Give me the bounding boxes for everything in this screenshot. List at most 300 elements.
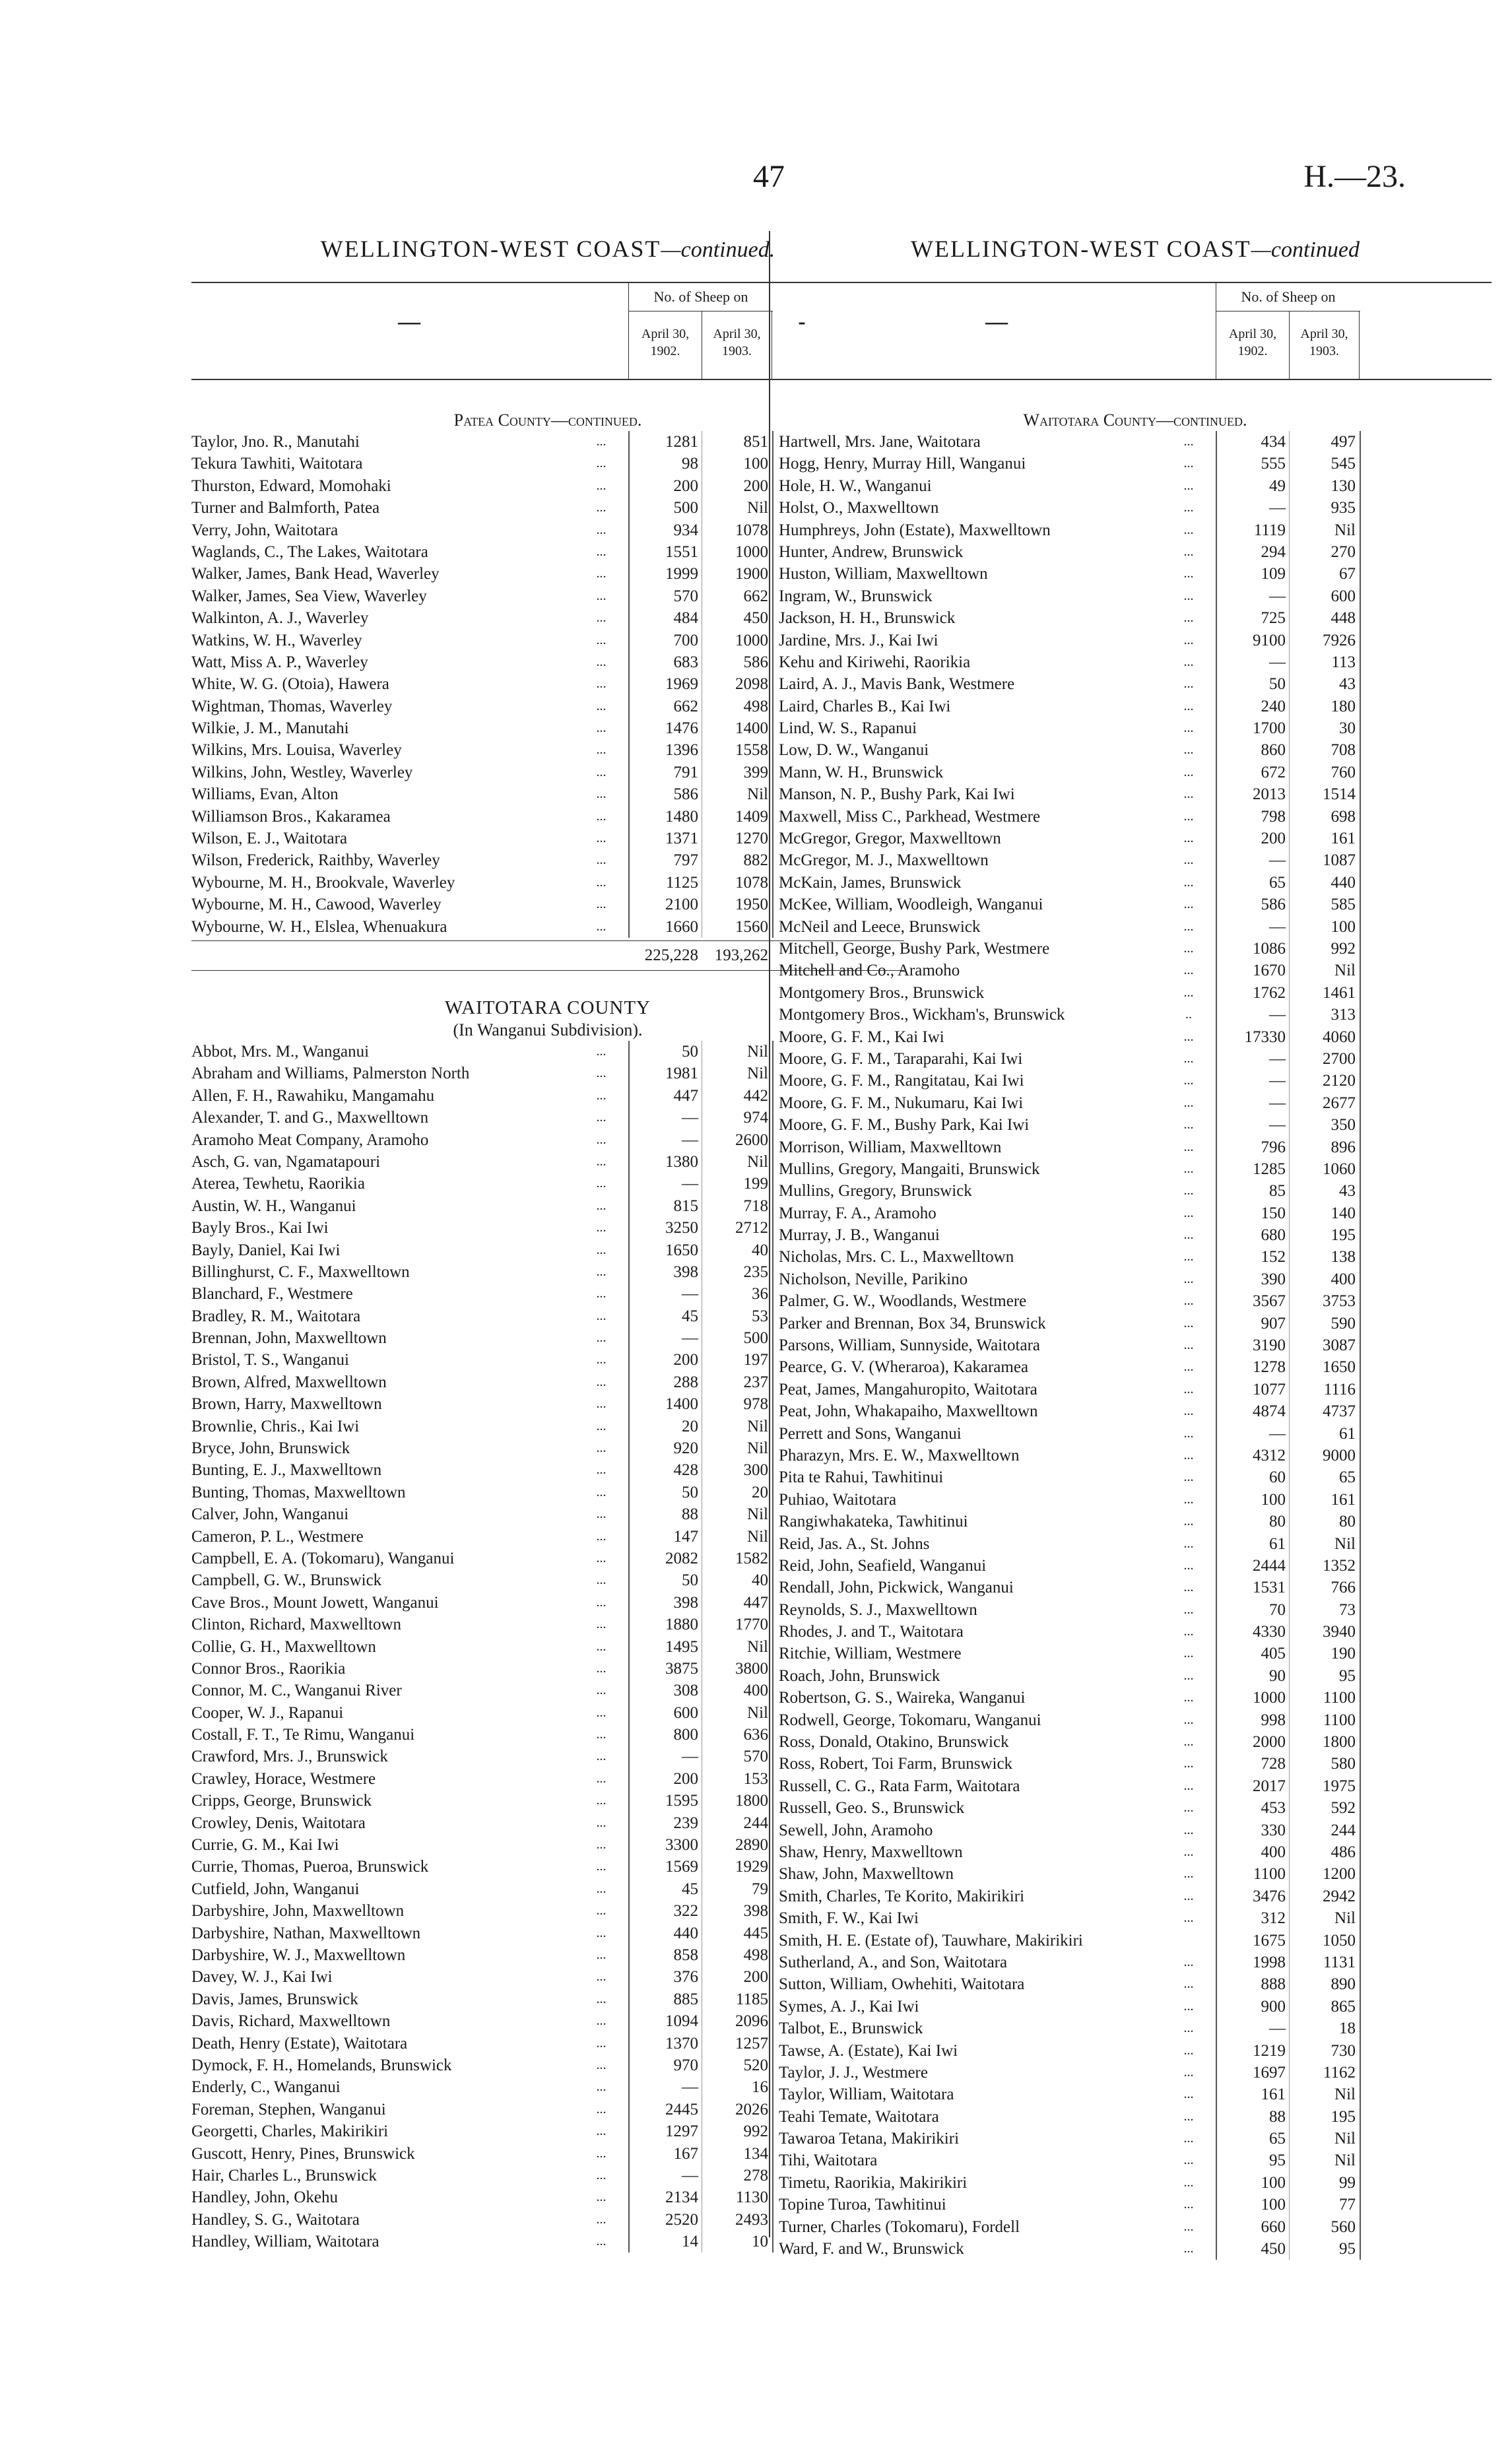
column-rule — [1360, 828, 1361, 849]
column-rule — [628, 1526, 630, 1548]
owner-leader: ... — [1183, 1800, 1194, 1816]
owner-name: Smith, Charles, Te Korito, Makirikiri — [779, 1887, 1025, 1905]
owner-sheep-1902: 1880 — [665, 1616, 698, 1634]
column-rule — [1216, 1687, 1217, 1709]
owner-leader: ... — [596, 456, 607, 471]
table-row — [779, 1511, 1492, 1532]
owner-sheep-1903: 1162 — [1323, 2063, 1356, 2082]
owner-leader: ... — [1183, 500, 1194, 515]
owner-sheep-1903: 16 — [752, 2078, 768, 2097]
column-rule — [628, 1503, 630, 1525]
owner-sheep-1902: 858 — [673, 1946, 698, 1964]
owner-leader: ... — [596, 787, 607, 802]
table-row — [779, 541, 1492, 563]
owner-name: Aramoho Meat Company, Aramoho — [191, 1131, 429, 1149]
owner-sheep-1902: 888 — [1261, 1975, 1286, 1994]
column-rule — [628, 1305, 630, 1327]
column-rule — [1216, 1643, 1217, 1664]
owner-sheep-1903: 1270 — [735, 830, 768, 848]
column-rule — [1360, 1886, 1361, 1907]
column-rule — [628, 673, 630, 695]
column-rule — [1360, 872, 1361, 894]
owner-sheep-1902: 1551 — [665, 542, 698, 561]
column-rule — [1360, 2172, 1361, 2194]
column-rule — [1289, 585, 1290, 607]
column-rule — [772, 607, 773, 629]
owner-leader: ... — [596, 522, 607, 537]
owner-name: Darbyshire, John, Maxwelltown — [191, 1902, 405, 1921]
owner-sheep-1902: 88 — [1269, 2107, 1286, 2126]
column-rule — [772, 1944, 773, 1966]
owner-leader: ... — [1183, 1095, 1194, 1110]
owner-sheep-1903: 590 — [1331, 1314, 1356, 1332]
owner-name: Mullins, Gregory, Mangaiti, Brunswick — [779, 1160, 1040, 1178]
table-row — [779, 1797, 1492, 1819]
table-row — [779, 872, 1492, 894]
column-rule — [1216, 2062, 1217, 2084]
owner-name: Montgomery Bros., Wickham's, Brunswick — [779, 1006, 1065, 1024]
column-rule — [1216, 1379, 1217, 1400]
owner-sheep-1902: 484 — [673, 609, 698, 628]
column-rule — [1216, 651, 1217, 673]
column-rule — [772, 2209, 773, 2231]
column-rule — [1216, 2128, 1217, 2150]
owner-sheep-1903: 1558 — [735, 741, 768, 760]
column-rule — [1289, 739, 1290, 761]
owner-name: Ward, F. and W., Brunswick — [779, 2240, 964, 2258]
owner-sheep-1903: 180 — [1331, 697, 1356, 715]
owner-name: Wybourne, W. H., Elslea, Whenuakura — [191, 917, 447, 936]
column-rule — [1360, 1973, 1361, 1995]
owner-name: Bunting, E. J., Maxwelltown — [191, 1461, 382, 1480]
owner-leader: ... — [596, 632, 607, 647]
owner-sheep-1903: 560 — [1331, 2217, 1356, 2236]
right-header-dash1: - — [798, 310, 806, 334]
column-rule — [1289, 762, 1290, 783]
owner-leader: ... — [1183, 1315, 1194, 1330]
table-row — [779, 1466, 1492, 1488]
column-rule — [772, 696, 773, 717]
owner-leader: ... — [596, 1462, 607, 1478]
column-rule — [1360, 1797, 1361, 1819]
owner-sheep-1903: 2120 — [1323, 1072, 1356, 1090]
column-rule — [1216, 2172, 1217, 2194]
owner-sheep-1903: 580 — [1331, 1755, 1356, 1773]
owner-sheep-1903: 851 — [743, 433, 768, 451]
column-rule — [1360, 1555, 1361, 1577]
column-rule — [1216, 1334, 1217, 1356]
owner-sheep-1903: 80 — [1339, 1513, 1356, 1531]
column-rule — [1216, 1313, 1217, 1334]
column-rule — [1216, 2018, 1217, 2039]
column-rule — [772, 1569, 773, 1591]
owner-sheep-1903: 4060 — [1323, 1028, 1356, 1046]
owner-sheep-1903: 3087 — [1323, 1336, 1356, 1355]
owner-sheep-1903: 400 — [1331, 1270, 1356, 1288]
column-rule — [772, 1151, 773, 1173]
owner-sheep-1903: 65 — [1339, 1468, 1356, 1487]
left-total-1903: 193,262 — [714, 946, 768, 964]
column-rule — [772, 828, 773, 849]
owner-name: Costall, F. T., Te Rimu, Wanganui — [191, 1726, 415, 1744]
owner-sheep-1903: 2098 — [735, 675, 768, 694]
owner-name: Smith, H. E. (Estate of), Tauwhare, Makirikiri — [779, 1931, 1083, 1950]
owner-name: Wybourne, M. H., Cawood, Waverley — [191, 896, 442, 914]
column-rule — [772, 1900, 773, 1922]
table-row — [779, 630, 1492, 651]
column-rule — [1360, 1731, 1361, 1753]
column-rule — [1360, 2194, 1361, 2216]
owner-name: Crawford, Mrs. J., Brunswick — [191, 1748, 388, 1766]
owner-sheep-1902: 1480 — [665, 807, 698, 826]
column-rule — [772, 2076, 773, 2098]
owner-sheep-1903: 61 — [1339, 1424, 1356, 1443]
owner-leader: ... — [596, 2057, 607, 2072]
owner-sheep-1902: 65 — [1269, 873, 1286, 892]
owner-sheep-1903: 1582 — [735, 1549, 768, 1567]
column-rule — [628, 1173, 630, 1195]
owner-leader: ... — [1183, 1381, 1194, 1396]
left-total-1902: 225,228 — [644, 946, 698, 964]
owner-sheep-1902: 109 — [1261, 565, 1286, 583]
column-rule — [772, 2143, 773, 2165]
owner-name: Billinghurst, C. F., Maxwelltown — [191, 1263, 410, 1281]
column-rule — [1289, 1423, 1290, 1445]
table-row — [779, 696, 1492, 717]
column-rule — [1360, 806, 1361, 828]
column-rule — [772, 519, 773, 541]
column-rule — [772, 1790, 773, 1812]
owner-sheep-1903: 237 — [743, 1373, 768, 1391]
column-rule — [1360, 1070, 1361, 1092]
owner-leader: ... — [1183, 654, 1194, 669]
owner-sheep-1902: 3300 — [665, 1836, 698, 1855]
column-rule — [1216, 1004, 1217, 1026]
owner-leader: ... — [1183, 1911, 1194, 1926]
column-rule — [1216, 2106, 1217, 2128]
owner-sheep-1903: 520 — [743, 2056, 768, 2074]
owner-leader: ... — [596, 1573, 607, 1588]
column-rule — [772, 453, 773, 475]
column-rule — [628, 2120, 630, 2142]
owner-sheep-1903: 399 — [743, 763, 768, 781]
owner-sheep-1902: 239 — [673, 1814, 698, 1832]
column-rule — [1360, 1334, 1361, 1356]
owner-leader: ... — [596, 2124, 607, 2139]
owner-sheep-1902: — — [1269, 2020, 1286, 2038]
owner-name: Austin, W. H., Wanganui — [191, 1197, 356, 1215]
owner-leader: ... — [1183, 1514, 1194, 1529]
owner-name: Hartwell, Mrs. Jane, Waitotara — [779, 433, 981, 451]
owner-sheep-1903: Nil — [747, 1065, 768, 1083]
column-rule — [1216, 1445, 1217, 1466]
column-rule — [1216, 1797, 1217, 1819]
column-rule — [1216, 1466, 1217, 1488]
owner-sheep-1902: 3875 — [665, 1659, 698, 1678]
column-rule — [1216, 1533, 1217, 1555]
table-row — [779, 1114, 1492, 1136]
owner-name: Cutfield, John, Wanganui — [191, 1880, 360, 1898]
owner-sheep-1903: Nil — [747, 1042, 768, 1061]
owner-sheep-1902: 1569 — [665, 1858, 698, 1876]
owner-sheep-1902: 428 — [673, 1461, 698, 1480]
owner-name: Puhiao, Waitotara — [779, 1490, 897, 1509]
owner-sheep-1902: 1285 — [1253, 1160, 1286, 1178]
owner-sheep-1903: 448 — [1331, 609, 1356, 628]
column-rule — [1289, 1599, 1290, 1621]
owner-name: Pearce, G. V. (Wheraroa), Kakaramea — [779, 1358, 1029, 1377]
column-rule — [1360, 1445, 1361, 1466]
owner-sheep-1902: — — [1269, 1006, 1286, 1024]
owner-leader: ... — [596, 566, 607, 581]
owner-sheep-1902: 398 — [673, 1593, 698, 1612]
column-rule — [1289, 1952, 1290, 1973]
owner-sheep-1903: 300 — [743, 1461, 768, 1480]
owner-leader: ... — [1183, 874, 1194, 890]
column-rule — [628, 1680, 630, 1701]
column-rule — [1289, 1753, 1290, 1775]
owner-leader: ... — [1183, 2043, 1194, 2058]
owner-sheep-1902: — — [1269, 587, 1286, 605]
column-rule — [1360, 1246, 1361, 1268]
owner-leader: ... — [1183, 1447, 1194, 1462]
owner-leader: ... — [1183, 1139, 1194, 1154]
column-rule — [1360, 1753, 1361, 1775]
column-rule — [628, 1790, 630, 1812]
column-rule — [1289, 960, 1290, 981]
column-rule — [1360, 916, 1361, 938]
owner-leader: ... — [596, 588, 607, 603]
column-rule — [628, 1856, 630, 1878]
column-rule — [1360, 1224, 1361, 1246]
owner-sheep-1903: 134 — [743, 2144, 768, 2163]
table-row — [779, 2018, 1492, 2039]
owner-leader: ... — [596, 1969, 607, 1985]
column-rule — [628, 2076, 630, 2098]
column-rule — [1216, 1820, 1217, 1841]
table-row — [779, 475, 1492, 497]
owner-leader: ... — [1183, 1470, 1194, 1485]
owner-leader: ... — [1183, 1117, 1194, 1133]
column-rule — [1216, 563, 1217, 585]
owner-name: Walker, James, Bank Head, Waverley — [191, 565, 440, 583]
owner-name: Pharazyn, Mrs. E. W., Maxwelltown — [779, 1446, 1020, 1464]
column-rule — [1216, 431, 1217, 453]
owner-leader: ... — [596, 1507, 607, 1522]
column-rule — [1360, 1356, 1361, 1378]
table-row — [779, 1313, 1492, 1334]
column-rule — [1216, 1841, 1217, 1863]
table-row — [779, 2150, 1492, 2171]
column-rule — [1360, 651, 1361, 673]
owner-sheep-1902: 1981 — [665, 1065, 698, 1083]
owner-leader: ... — [596, 2101, 607, 2117]
column-rule — [772, 651, 773, 673]
column-rule — [1216, 894, 1217, 915]
owner-sheep-1903: 270 — [1331, 542, 1356, 561]
column-rule — [1360, 1092, 1361, 1114]
owner-sheep-1903: 2712 — [735, 1219, 768, 1237]
owner-name: Abbot, Mrs. M., Wanganui — [191, 1042, 370, 1061]
owner-sheep-1903: 450 — [743, 609, 768, 628]
owner-sheep-1902: 500 — [673, 499, 698, 517]
owner-name: Handley, S. G., Waitotara — [191, 2210, 360, 2229]
column-rule — [628, 739, 630, 761]
table-row — [779, 1863, 1492, 1885]
owner-sheep-1902: 400 — [1261, 1843, 1286, 1861]
column-rule — [628, 1834, 630, 1856]
owner-sheep-1902: 2082 — [665, 1549, 698, 1567]
owner-name: Rhodes, J. and T., Waitotara — [779, 1623, 964, 1641]
right-table-header — [779, 282, 1492, 380]
table-row — [779, 1996, 1492, 2018]
column-rule — [1216, 828, 1217, 849]
owner-sheep-1902: 434 — [1261, 433, 1286, 451]
column-rule — [772, 894, 773, 915]
owner-name: Ross, Robert, Toi Farm, Brunswick — [779, 1755, 1013, 1773]
column-rule — [628, 2231, 630, 2252]
owner-name: Mann, W. H., Brunswick — [779, 763, 944, 781]
column-rule — [1216, 1048, 1217, 1070]
owner-leader: ... — [596, 2014, 607, 2029]
column-rule — [1216, 585, 1217, 607]
owner-name: Currie, G. M., Kai Iwi — [191, 1836, 339, 1855]
owner-sheep-1903: Nil — [1334, 521, 1356, 539]
column-rule — [1289, 1136, 1290, 1158]
owner-sheep-1902: 152 — [1261, 1248, 1286, 1266]
owner-name: Hogg, Henry, Murray Hill, Wanganui — [779, 455, 1026, 473]
column-rule — [1360, 1599, 1361, 1621]
owner-name: Blanchard, F., Westmere — [191, 1285, 353, 1303]
owner-sheep-1903: 1514 — [1323, 785, 1356, 804]
column-rule — [1216, 1511, 1217, 1532]
right-column-title — [779, 231, 1492, 267]
column-rule — [772, 1812, 773, 1834]
table-row — [779, 1136, 1492, 1158]
column-rule — [1289, 1841, 1290, 1863]
column-rule — [628, 1768, 630, 1790]
owner-leader: ... — [596, 1242, 607, 1257]
owner-name: Wilkins, Mrs. Louisa, Waverley — [191, 741, 402, 760]
table-row — [779, 1577, 1492, 1598]
owner-name: Connor, M. C., Wanganui River — [191, 1682, 402, 1700]
owner-leader: ... — [596, 1528, 607, 1544]
table-row — [779, 1599, 1492, 1621]
column-rule — [1289, 651, 1290, 673]
owner-sheep-1903: 1131 — [1323, 1953, 1356, 1971]
column-rule — [1289, 563, 1290, 585]
owner-leader: ... — [596, 742, 607, 758]
owner-leader: ... — [1183, 853, 1194, 868]
owner-name: Timetu, Raorikia, Makirikiri — [779, 2173, 968, 2192]
column-rule — [1216, 1775, 1217, 1797]
column-rule — [1360, 2150, 1361, 2171]
column-rule — [628, 916, 630, 938]
column-rule — [1216, 783, 1217, 805]
column-rule — [628, 1283, 630, 1305]
owner-sheep-1902: 920 — [673, 1439, 698, 1458]
column-rule — [772, 1768, 773, 1790]
owner-sheep-1902: — — [682, 1285, 698, 1303]
column-rule — [1360, 1379, 1361, 1400]
owner-sheep-1903: 698 — [1331, 807, 1356, 826]
owner-sheep-1902: 80 — [1269, 1513, 1286, 1531]
column-rule — [1360, 1180, 1361, 1202]
column-rule — [1289, 828, 1290, 849]
column-rule — [1216, 916, 1217, 938]
owner-name: Allen, F. H., Rawahiku, Mangamahu — [191, 1086, 435, 1105]
owner-leader: ... — [596, 1705, 607, 1720]
column-rule — [1289, 872, 1290, 894]
owner-sheep-1903: 195 — [1331, 1226, 1356, 1245]
owner-sheep-1903: 935 — [1331, 499, 1356, 517]
owner-sheep-1902: 2100 — [665, 896, 698, 914]
owner-name: Watt, Miss A. P., Waverley — [191, 653, 368, 671]
column-rule — [1216, 1268, 1217, 1290]
owner-sheep-1902: — — [1269, 653, 1286, 671]
column-rule — [1289, 1026, 1290, 1048]
column-rule — [772, 1327, 773, 1349]
owner-name: McKee, William, Woodleigh, Wanganui — [779, 896, 1043, 914]
owner-name: Murray, F. A., Aramoho — [779, 1204, 937, 1222]
owner-sheep-1902: 390 — [1261, 1270, 1286, 1288]
column-rule — [628, 849, 630, 871]
owner-name: Moore, G. F. M., Nukumaru, Kai Iwi — [779, 1094, 1024, 1112]
column-rule — [772, 1680, 773, 1701]
column-rule — [772, 1217, 773, 1239]
owner-sheep-1902: — — [682, 1329, 698, 1348]
owner-leader: ... — [1183, 1051, 1194, 1066]
owner-sheep-1902: 970 — [673, 2056, 698, 2074]
owner-sheep-1902: 4330 — [1253, 1623, 1286, 1641]
column-rule — [1216, 938, 1217, 960]
owner-leader: ... — [1183, 544, 1194, 559]
column-rule — [772, 1724, 773, 1746]
column-rule — [628, 630, 630, 651]
column-rule — [1216, 497, 1217, 519]
column-rule — [1360, 1863, 1361, 1885]
owner-sheep-1902: 17330 — [1244, 1028, 1286, 1046]
owner-sheep-1902: 322 — [673, 1902, 698, 1921]
column-rule — [1216, 1114, 1217, 1136]
owner-sheep-1902: 4874 — [1253, 1402, 1286, 1421]
owner-sheep-1902: 2134 — [665, 2188, 698, 2207]
owner-name: Brown, Harry, Maxwelltown — [191, 1395, 382, 1414]
owner-leader: ... — [1183, 2219, 1194, 2234]
column-rule — [628, 519, 630, 541]
owner-sheep-1903: 138 — [1331, 1248, 1356, 1266]
owner-name: Bunting, Thomas, Maxwelltown — [191, 1483, 406, 1501]
column-rule — [628, 651, 630, 673]
owner-leader: ... — [1183, 1073, 1194, 1088]
owner-sheep-1902: — — [682, 1109, 698, 1127]
column-rule — [1289, 1313, 1290, 1334]
owner-leader: ... — [596, 1683, 607, 1698]
owner-leader: ... — [596, 1441, 607, 1456]
column-rule — [1289, 1070, 1290, 1092]
owner-name: Laird, Charles B., Kai Iwi — [779, 697, 951, 715]
column-rule — [1289, 2128, 1290, 2150]
column-rule — [772, 783, 773, 805]
owner-name: Davis, James, Brunswick — [191, 1990, 358, 2008]
owner-sheep-1903: 2026 — [735, 2100, 768, 2118]
column-rule — [1216, 1400, 1217, 1422]
owner-name: Turner and Balmforth, Patea — [191, 499, 380, 517]
column-rule — [628, 696, 630, 717]
owner-sheep-1902: 100 — [1261, 2196, 1286, 2214]
owner-name: Campbell, G. W., Brunswick — [191, 1571, 382, 1590]
table-row — [779, 849, 1492, 871]
